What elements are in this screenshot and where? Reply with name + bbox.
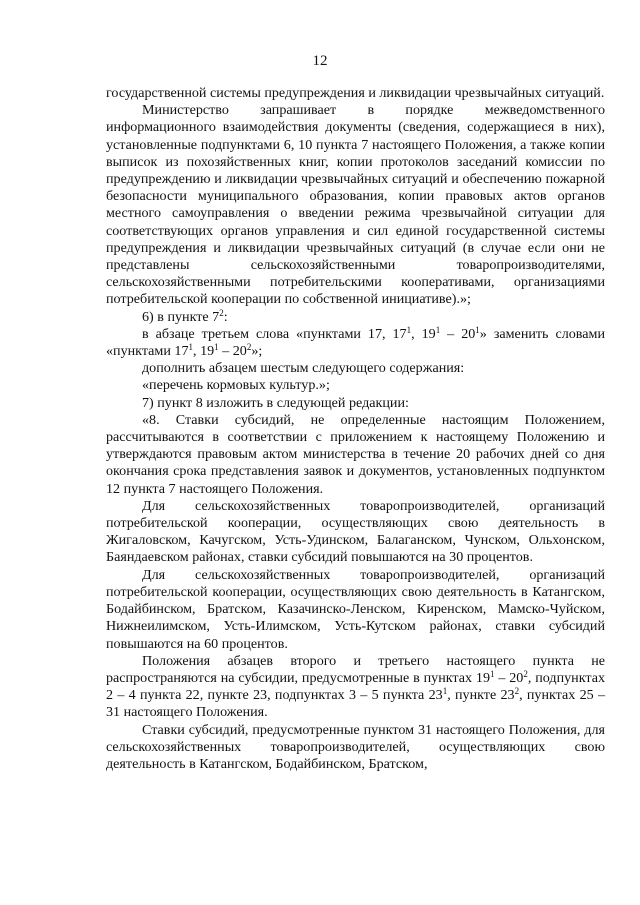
paragraph: в абзаце третьем слова «пунктами 17, $17^1$, $19^1 - 20^1$» заменить словами «пунктами $17^1$, $19^1 - 20^2$»; (106, 324, 605, 360)
paragraph: «перечень кормовых культур.»; (142, 377, 330, 394)
paragraph: дополнить абзацем шестым следующего содержания: (142, 360, 465, 377)
paragraph: Для сельскохозяйственных товаропроизводителей, организаций потребительской кооперации, осуществляющих свою деятельность в Катангском, Бодайбинском, Братском, Казачинско-Ленском, Киренском, Мамско-Чуйском, Нижнеилимском, Усть-Илимском, Усть-Кутском районах, ставки субсидий повышаются на 60 процентов. (106, 566, 605, 652)
paragraph: Ставки субсидий, предусмотренные пунктом 31 настоящего Положения, для сельскохозяйственных товаропроизводителей, осуществляющих свою деятельность в Катангском, Бодайбинском, Братском, (106, 721, 605, 772)
paragraph: 7) пункт 8 изложить в следующей редакции: (142, 394, 409, 411)
paragraph: государственной системы предупреждения и ликвидации чрезвычайных ситуаций. (106, 85, 605, 101)
paragraph: «8. Ставки субсидий, не определенные настоящим Положением, рассчитываются в соответствии с приложением к настоящему Положению и утверждаются правовым актом министерства в течение 20 рабочих дней со дня окончания срока представления заявок и документов, установленных подпунктом 12 пункта 7 настоящего Положения. (106, 411, 605, 497)
page-number: 12 (312, 53, 328, 69)
paragraph: Положения абзацев второго и третьего настоящего пункта не распространяются на субсидии, предусмотренные в пунктах $19^1 - 20^2$, подпунктах 2 – 4 пункта 22, пункте 23, подпунктах 3 – 5 пункта $23^1$, пункте $23^2$, пунктах 25 – 31 настоящего Положения. (106, 652, 606, 721)
paragraph: Министерство запрашивает в порядке межведомственного информационного взаимодействия документы (сведения, содержащиеся в них), установленные подпунктами 6, 10 пункта 7 настоящего Положения, а также копии выписок из похозяйственных книг, копии протоколов заседаний комиссии по предупреждению и ликвидации чрезвычайных ситуаций и обеспечению пожарной безопасности муниципального образования, копии правовых актов органов местного самоуправления о введении режима чрезвычайной ситуации для соответствующих органов управления и сил единой государственной системы предупреждения и ликвидации чрезвычайных ситуаций (в случае если они не представлены сельскохозяйственными товаропроизводителями, сельскохозяйственными потребительскими кооперативами, организациями потребительской кооперации по собственной инициативе).»; (106, 102, 605, 308)
paragraph: 6) в пункте $7^2$: (142, 307, 228, 325)
paragraph: Для сельскохозяйственных товаропроизводителей, организаций потребительской кооперации, осуществляющих свою деятельность в Жигаловском, Качугском, Усть-Удинском, Балаганском, Чунском, Ольхонском, Баяндаевском районах, ставки субсидий повышаются на 30 процентов. (106, 497, 605, 566)
document-body (106, 85, 605, 773)
